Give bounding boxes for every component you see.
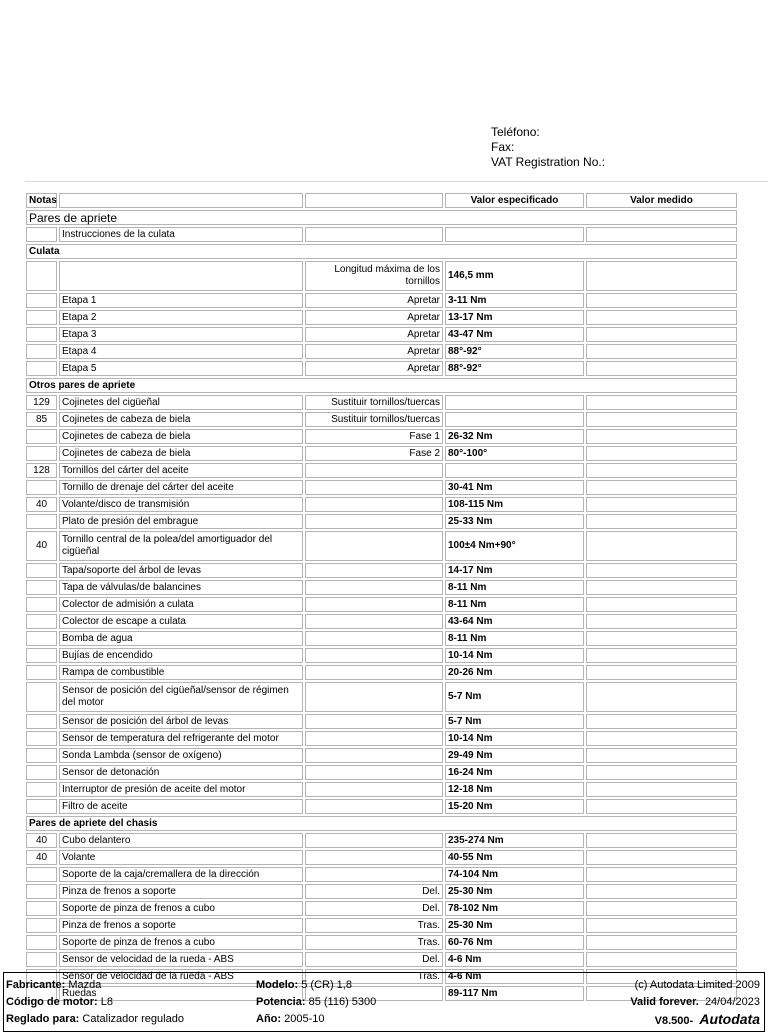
table-row [26, 531, 737, 561]
table-row [26, 850, 737, 865]
row-measured [586, 395, 737, 410]
row-value: 235-274 Nm [445, 833, 584, 848]
table-row [26, 665, 737, 680]
reglado-label: Reglado para: [6, 1013, 80, 1025]
row-value: 16-24 Nm [445, 765, 584, 780]
row-description: Sonda Lambda (sensor de oxígeno) [59, 748, 303, 763]
row-value: 20-26 Nm [445, 665, 584, 680]
row-condition: Apretar [305, 361, 443, 376]
fax-label: Fax: [491, 140, 515, 154]
row-measured [586, 748, 737, 763]
table-header [26, 193, 737, 208]
section-row [26, 210, 737, 225]
table-row [26, 901, 737, 916]
modelo-value: 5 (CR) 1,8 [301, 979, 352, 991]
row-note [26, 714, 57, 729]
row-value: 80°-100° [445, 446, 584, 461]
row-description: Etapa 3 [59, 327, 303, 342]
row-value: 15-20 Nm [445, 799, 584, 814]
row-description: Rampa de combustible [59, 665, 303, 680]
table-row [26, 580, 737, 595]
row-value: 8-11 Nm [445, 580, 584, 595]
table-row [26, 412, 737, 427]
row-value: 8-11 Nm [445, 631, 584, 646]
row-note: 40 [26, 497, 57, 512]
row-value: 146,5 mm [445, 261, 584, 291]
potencia-value: 85 (116) 5300 [308, 996, 377, 1008]
row-measured [586, 614, 737, 629]
row-description: Etapa 4 [59, 344, 303, 359]
row-measured [586, 952, 737, 967]
row-description: Etapa 1 [59, 293, 303, 308]
fabricante-value: Mazda [68, 979, 102, 991]
row-description: Cojinetes de cabeza de biela [59, 412, 303, 427]
row-measured [586, 648, 737, 663]
row-description: Pinza de frenos a soporte [59, 884, 303, 899]
row-condition: Apretar [305, 344, 443, 359]
group-title: Otros pares de apriete [26, 378, 737, 393]
row-measured [586, 463, 737, 478]
row-measured [586, 833, 737, 848]
header-desc [59, 193, 303, 208]
row-condition: Apretar [305, 310, 443, 325]
row-measured [586, 850, 737, 865]
table-row [26, 833, 737, 848]
row-value: 25-30 Nm [445, 884, 584, 899]
row-value: 14-17 Nm [445, 563, 584, 578]
group-title: Culata [26, 244, 737, 259]
row-condition [305, 765, 443, 780]
row-condition [305, 614, 443, 629]
row-condition [305, 665, 443, 680]
row-description: Tornillos del cárter del aceite [59, 463, 303, 478]
row-condition: Sustituir tornillos/tuercas [305, 395, 443, 410]
row-measured [586, 227, 737, 242]
row-description: Bujías de encendido [59, 648, 303, 663]
row-note [26, 782, 57, 797]
row-description: Plato de presión del embrague [59, 514, 303, 529]
row-value: 74-104 Nm [445, 867, 584, 882]
row-description: Soporte de la caja/cremallera de la dirección [59, 867, 303, 882]
row-note: 40 [26, 850, 57, 865]
row-value: 25-33 Nm [445, 514, 584, 529]
table-row [26, 361, 737, 376]
row-description: Interruptor de presión de aceite del motor [59, 782, 303, 797]
row-measured [586, 563, 737, 578]
row-note [26, 748, 57, 763]
row-condition [305, 563, 443, 578]
group-row [26, 244, 737, 259]
row-value: 78-102 Nm [445, 901, 584, 916]
contact-block [491, 125, 605, 170]
row-note [26, 293, 57, 308]
row-description: Sensor de velocidad de la rueda - ABS [59, 952, 303, 967]
row-value: 26-32 Nm [445, 429, 584, 444]
potencia-label: Potencia: [256, 996, 306, 1008]
group-title: Pares de apriete del chasis [26, 816, 737, 831]
table-row [26, 631, 737, 646]
table-row [26, 918, 737, 933]
row-value: 100±4 Nm+90° [445, 531, 584, 561]
header-cond [305, 193, 443, 208]
table-row [26, 446, 737, 461]
row-condition: Del. [305, 901, 443, 916]
row-value: 30-41 Nm [445, 480, 584, 495]
row-value: 88°-92° [445, 344, 584, 359]
row-note [26, 631, 57, 646]
row-note [26, 682, 57, 712]
row-value: 12-18 Nm [445, 782, 584, 797]
row-measured [586, 361, 737, 376]
row-measured [586, 429, 737, 444]
valid-label: Valid forever. [630, 996, 699, 1008]
row-description: Filtro de aceite [59, 799, 303, 814]
fabricante-label: Fabricante: [6, 979, 66, 991]
date-value: 24/04/2023 [704, 996, 760, 1008]
row-condition [305, 850, 443, 865]
row-value: 43-47 Nm [445, 327, 584, 342]
row-condition: Del. [305, 884, 443, 899]
row-note [26, 731, 57, 746]
ano-label: Año: [256, 1013, 282, 1025]
row-condition [305, 714, 443, 729]
row-note: 85 [26, 412, 57, 427]
row-condition [305, 227, 443, 242]
row-note [26, 429, 57, 444]
row-measured [586, 531, 737, 561]
row-condition [305, 463, 443, 478]
table-row [26, 682, 737, 712]
row-condition [305, 731, 443, 746]
header-notas: Notas [26, 193, 57, 208]
row-description: Pinza de frenos a soporte [59, 918, 303, 933]
row-condition [305, 648, 443, 663]
row-note [26, 446, 57, 461]
row-description [59, 261, 303, 291]
row-description: Cojinetes de cabeza de biela [59, 446, 303, 461]
row-condition [305, 799, 443, 814]
row-measured [586, 867, 737, 882]
row-condition [305, 867, 443, 882]
codigo-label: Código de motor: [6, 996, 98, 1008]
row-note [26, 918, 57, 933]
row-description: Instrucciones de la culata [59, 227, 303, 242]
row-description: Volante [59, 850, 303, 865]
table-row [26, 480, 737, 495]
row-condition [305, 631, 443, 646]
footer [3, 972, 765, 1032]
row-description: Tornillo de drenaje del cárter del aceite [59, 480, 303, 495]
table-row [26, 867, 737, 882]
row-note [26, 310, 57, 325]
row-measured [586, 631, 737, 646]
row-measured [586, 918, 737, 933]
row-note [26, 344, 57, 359]
row-description: Sensor de velocidad de la rueda - ABS [59, 969, 303, 984]
row-value: 60-76 Nm [445, 935, 584, 950]
row-note [26, 580, 57, 595]
row-value: 108-115 Nm [445, 497, 584, 512]
row-note [26, 935, 57, 950]
reglado-value: Catalizador regulado [82, 1013, 184, 1025]
row-note: 40 [26, 531, 57, 561]
row-value [445, 412, 584, 427]
row-condition: Del. [305, 952, 443, 967]
separator-line [25, 181, 768, 182]
row-description: Tapa/soporte del árbol de levas [59, 563, 303, 578]
row-measured [586, 731, 737, 746]
row-value: 3-11 Nm [445, 293, 584, 308]
row-description: Colector de escape a culata [59, 614, 303, 629]
row-description: Cubo delantero [59, 833, 303, 848]
row-measured [586, 580, 737, 595]
copyright: (c) Autodata Limited 2009 [634, 979, 760, 991]
row-note [26, 884, 57, 899]
torque-table [24, 191, 739, 1003]
telefono-label: Teléfono: [491, 125, 540, 139]
row-description: Bomba de agua [59, 631, 303, 646]
table-row [26, 799, 737, 814]
row-note [26, 952, 57, 967]
row-note [26, 901, 57, 916]
table-row [26, 327, 737, 342]
row-condition [305, 514, 443, 529]
row-description: Etapa 2 [59, 310, 303, 325]
row-note: 40 [26, 833, 57, 848]
table-row [26, 731, 737, 746]
row-value [445, 227, 584, 242]
row-measured [586, 293, 737, 308]
row-condition: Longitud máxima de los tornillos [305, 261, 443, 291]
row-note [26, 648, 57, 663]
row-measured [586, 514, 737, 529]
row-condition [305, 682, 443, 712]
footer-row-1 [4, 977, 764, 993]
row-measured [586, 901, 737, 916]
row-condition: Tras. [305, 935, 443, 950]
row-note [26, 765, 57, 780]
row-condition: Fase 2 [305, 446, 443, 461]
row-value: 8-11 Nm [445, 597, 584, 612]
row-description: Sensor de detonación [59, 765, 303, 780]
vat-label: VAT Registration No.: [491, 155, 606, 169]
row-value [445, 395, 584, 410]
table-row [26, 514, 737, 529]
row-description: Colector de admisión a culata [59, 597, 303, 612]
table-row [26, 782, 737, 797]
row-description: Tornillo central de la polea/del amortiguador del cigüeñal [59, 531, 303, 561]
row-measured [586, 412, 737, 427]
row-condition: Tras. [305, 969, 443, 984]
row-measured [586, 799, 737, 814]
row-value [445, 463, 584, 478]
table-row [26, 497, 737, 512]
row-note [26, 227, 57, 242]
row-value: 29-49 Nm [445, 748, 584, 763]
row-value: 10-14 Nm [445, 731, 584, 746]
row-value: 5-7 Nm [445, 714, 584, 729]
table-row [26, 935, 737, 950]
row-value: 43-64 Nm [445, 614, 584, 629]
row-note [26, 261, 57, 291]
autodata-logo: Autodata [699, 1011, 760, 1027]
row-condition [305, 480, 443, 495]
table-row [26, 395, 737, 410]
row-value: 4-6 Nm [445, 969, 584, 984]
table-row [26, 748, 737, 763]
row-note [26, 514, 57, 529]
row-condition [305, 580, 443, 595]
footer-row-2 [4, 994, 764, 1010]
table-row [26, 429, 737, 444]
row-condition [305, 833, 443, 848]
row-condition [305, 497, 443, 512]
row-description: Soporte de pinza de frenos a cubo [59, 901, 303, 916]
version-label: V8.500- [654, 1015, 694, 1027]
row-condition [305, 748, 443, 763]
row-note: 129 [26, 395, 57, 410]
row-measured [586, 765, 737, 780]
row-condition: Sustituir tornillos/tuercas [305, 412, 443, 427]
row-value: 5-7 Nm [445, 682, 584, 712]
row-description: Sensor de posición del cigüeñal/sensor de régimen del motor [59, 682, 303, 712]
table-row [26, 884, 737, 899]
row-description: Tapa de válvulas/de balancines [59, 580, 303, 595]
row-condition [305, 531, 443, 561]
row-measured [586, 682, 737, 712]
table-row [26, 648, 737, 663]
row-note [26, 665, 57, 680]
row-value: 88°-92° [445, 361, 584, 376]
row-measured [586, 497, 737, 512]
row-note [26, 614, 57, 629]
row-value: 4-6 Nm [445, 952, 584, 967]
row-measured [586, 261, 737, 291]
row-description: Ruedas [59, 986, 303, 1001]
row-value: 40-55 Nm [445, 850, 584, 865]
group-row [26, 816, 737, 831]
row-note [26, 563, 57, 578]
row-note [26, 867, 57, 882]
row-value: 10-14 Nm [445, 648, 584, 663]
row-condition: Tras. [305, 918, 443, 933]
row-note [26, 361, 57, 376]
row-value: 89-117 Nm [445, 986, 584, 1001]
row-measured [586, 480, 737, 495]
codigo-value: L8 [100, 996, 113, 1008]
table-row [26, 261, 737, 291]
modelo-label: Modelo: [256, 979, 299, 991]
header-especificado: Valor especificado [445, 193, 584, 208]
row-note [26, 799, 57, 814]
row-description: Soporte de pinza de frenos a cubo [59, 935, 303, 950]
row-note: 128 [26, 463, 57, 478]
row-condition: Apretar [305, 327, 443, 342]
row-measured [586, 327, 737, 342]
row-condition: Apretar [305, 293, 443, 308]
row-description: Cojinetes del cigüeñal [59, 395, 303, 410]
row-description: Cojinetes de cabeza de biela [59, 429, 303, 444]
table-row [26, 463, 737, 478]
row-measured [586, 310, 737, 325]
table-row [26, 293, 737, 308]
table-row [26, 952, 737, 967]
row-measured [586, 597, 737, 612]
header-medido: Valor medido [586, 193, 737, 208]
table-row [26, 310, 737, 325]
row-condition [305, 782, 443, 797]
row-value: 25-30 Nm [445, 918, 584, 933]
row-value: 13-17 Nm [445, 310, 584, 325]
row-condition [305, 597, 443, 612]
footer-row-3 [4, 1011, 764, 1027]
row-measured [586, 884, 737, 899]
row-measured [586, 665, 737, 680]
row-measured [586, 344, 737, 359]
table-row [26, 227, 737, 242]
table-row [26, 563, 737, 578]
row-description: Volante/disco de transmisión [59, 497, 303, 512]
row-note [26, 480, 57, 495]
ano-value: 2005-10 [284, 1013, 325, 1025]
row-measured [586, 446, 737, 461]
table-row [26, 344, 737, 359]
row-condition: Fase 1 [305, 429, 443, 444]
table-row [26, 714, 737, 729]
table-row [26, 597, 737, 612]
row-note [26, 597, 57, 612]
row-description: Sensor de temperatura del refrigerante del motor [59, 731, 303, 746]
row-description: Etapa 5 [59, 361, 303, 376]
group-row [26, 378, 737, 393]
row-measured [586, 782, 737, 797]
row-measured [586, 935, 737, 950]
row-description: Sensor de posición del árbol de levas [59, 714, 303, 729]
table-row [26, 765, 737, 780]
section-title: Pares de apriete [26, 210, 737, 225]
table-row [26, 614, 737, 629]
row-measured [586, 714, 737, 729]
row-note [26, 327, 57, 342]
